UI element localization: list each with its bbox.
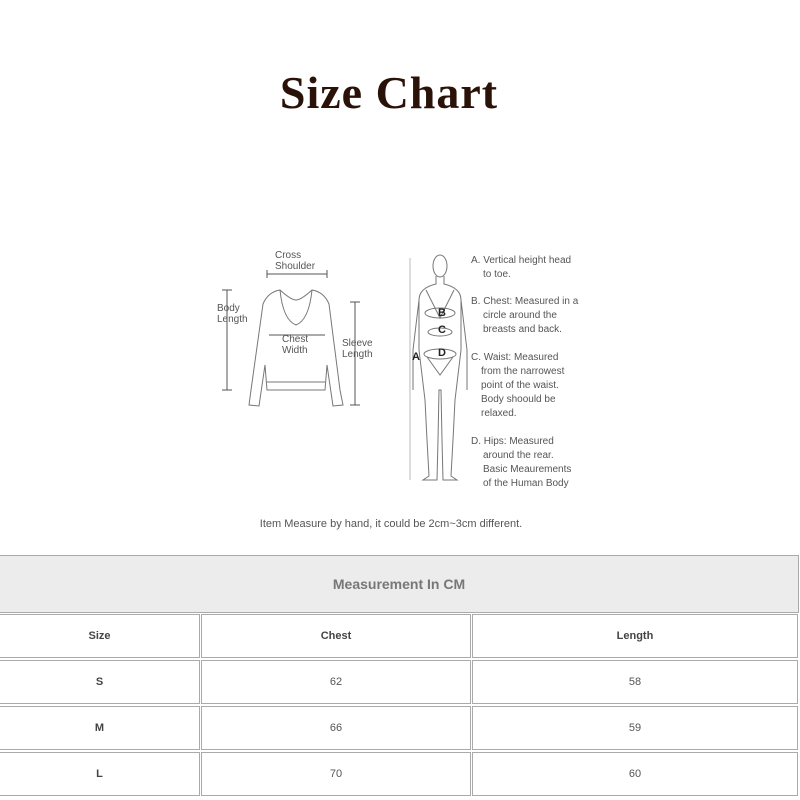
table-cell-chest: 66	[201, 706, 471, 750]
table-cell-length: 59	[472, 706, 798, 750]
description-d	[471, 435, 571, 491]
table-cell-length: 58	[472, 660, 798, 704]
table-cell-size: S	[0, 660, 200, 704]
table-cell-size: M	[0, 706, 200, 750]
cross-shoulder-label	[275, 250, 315, 272]
sleeve-length-label-line: Sleeve	[342, 338, 373, 349]
description-line: around the rear.	[483, 450, 554, 461]
body-length-label-line: Length	[217, 314, 248, 325]
description-line: breasts and back.	[483, 324, 562, 335]
description-line: point of the waist.	[481, 380, 559, 391]
sleeve-length-label-line: Length	[342, 349, 373, 360]
chest-width-label-line: Chest	[282, 334, 309, 345]
column-header-size: Size	[0, 614, 200, 658]
table-cell-chest: 62	[201, 660, 471, 704]
description-line: B. Chest: Measured in a	[471, 296, 579, 307]
cross-shoulder-label-line: Cross	[275, 250, 302, 261]
chest-width-label	[282, 334, 308, 356]
measurement-diagram	[205, 240, 595, 500]
description-line: circle around the	[483, 310, 557, 321]
chest-width-label-line: Width	[282, 345, 308, 356]
description-a	[471, 254, 571, 282]
table-cell-chest: 70	[201, 752, 471, 796]
body-length-label-line: Body	[217, 303, 240, 314]
page-title: Size Chart	[279, 67, 499, 118]
description-line: from the narrowest	[481, 366, 565, 377]
table-cell-size: L	[0, 752, 200, 796]
mark-a: A	[412, 351, 420, 363]
size-table	[0, 555, 800, 800]
description-line: A. Vertical height head	[471, 255, 572, 266]
description-b	[471, 295, 578, 337]
description-c	[471, 351, 564, 421]
description-line: D. Hips: Measured	[471, 436, 554, 447]
mark-d: D	[438, 347, 446, 359]
description-line: Body shoould be	[481, 394, 556, 405]
description-line: relaxed.	[481, 408, 517, 419]
mark-c: C	[438, 324, 446, 336]
table-cell-length: 60	[472, 752, 798, 796]
body-length-label	[217, 303, 248, 325]
sleeve-length-label	[342, 338, 373, 360]
body-figure-outline	[410, 255, 467, 480]
description-line: C. Waist: Measured	[471, 352, 559, 363]
cross-shoulder-label-line: Shoulder	[275, 261, 316, 272]
column-header-chest: Chest	[201, 614, 471, 658]
description-line: Basic Meaurements	[483, 464, 572, 475]
mark-b: B	[438, 307, 446, 319]
description-line: to toe.	[483, 269, 511, 280]
description-line: of the Human Body	[483, 478, 569, 489]
measurement-note: Item Measure by hand, it could be 2cm~3cm different.	[259, 518, 523, 530]
column-header-length: Length	[472, 614, 798, 658]
table-heading: Measurement In CM	[0, 555, 799, 613]
